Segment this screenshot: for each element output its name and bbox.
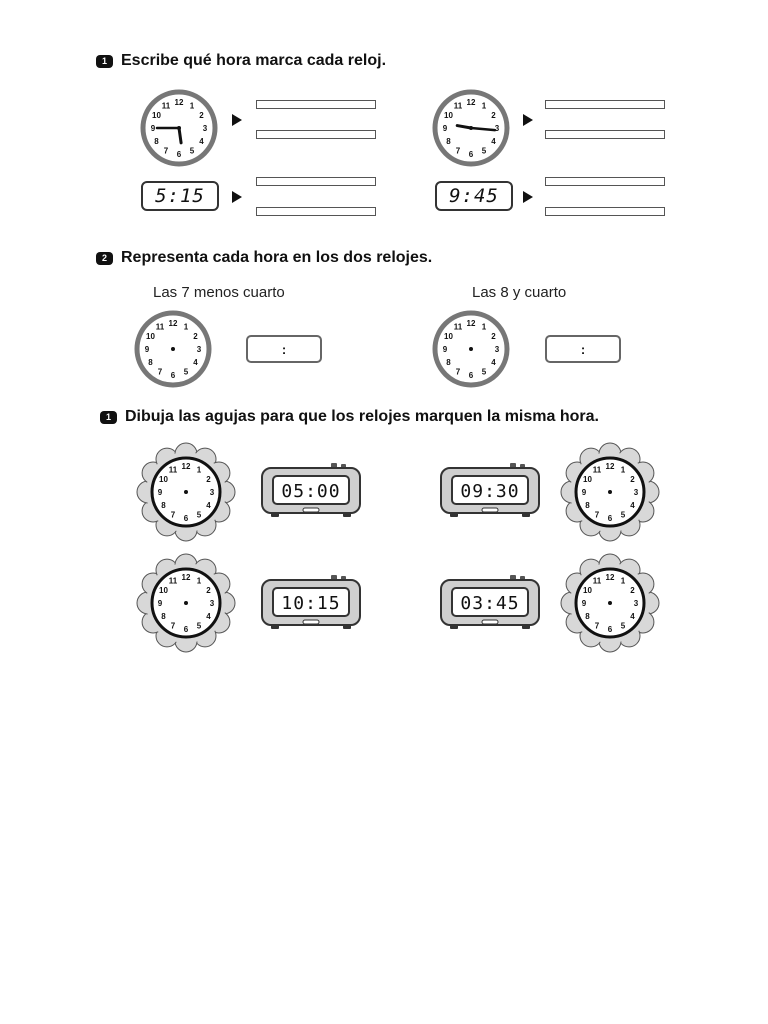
clock-number: 3 bbox=[494, 123, 500, 133]
clock-number: 7 bbox=[163, 146, 169, 156]
clock-number: 1 bbox=[620, 576, 626, 586]
alarm-time-text: 09:30 bbox=[460, 481, 520, 502]
alarm-button bbox=[303, 508, 319, 512]
alarm-button bbox=[303, 620, 319, 624]
exercise-3-instruction: Dibuja las agujas para que los relojes marquen la misma hora. bbox=[125, 408, 599, 425]
flower-clock[interactable] bbox=[136, 443, 236, 543]
alarm-button bbox=[482, 620, 498, 624]
clock-number: 10 bbox=[152, 110, 161, 120]
clock-hand bbox=[179, 128, 181, 143]
clock-number: 2 bbox=[206, 585, 211, 595]
exercise-1-instruction: Escribe qué hora marca cada reloj. bbox=[121, 52, 387, 69]
clock-center bbox=[184, 490, 188, 494]
digital-display: 5:15 bbox=[141, 181, 219, 211]
clock-number: 2 bbox=[491, 331, 496, 341]
blank-digital-field[interactable] bbox=[246, 335, 322, 363]
alarm-foot bbox=[522, 513, 530, 517]
alarm-foot bbox=[343, 625, 351, 629]
clock-number: 12 bbox=[605, 461, 615, 471]
clock-number: 11 bbox=[592, 465, 602, 475]
exercise-2-instruction: Representa cada hora en los dos relojes. bbox=[121, 249, 433, 266]
clock-number: 5 bbox=[183, 367, 189, 377]
answer-field[interactable] bbox=[545, 130, 665, 139]
clock-number: 6 bbox=[183, 624, 189, 634]
clock-number: 3 bbox=[633, 598, 639, 608]
flower-clock[interactable] bbox=[560, 443, 660, 543]
clock-number: 5 bbox=[189, 146, 195, 156]
clock-number: 5 bbox=[196, 621, 202, 631]
alarm-button bbox=[482, 508, 498, 512]
alarm-time-text: 10:15 bbox=[281, 593, 341, 614]
clock-number: 6 bbox=[183, 513, 189, 523]
clock-number: 7 bbox=[455, 146, 461, 156]
clock-number: 11 bbox=[161, 101, 171, 111]
clock-number: 4 bbox=[491, 357, 496, 367]
answer-field[interactable] bbox=[256, 207, 376, 216]
clock-number: 12 bbox=[174, 97, 184, 107]
clock-number: 10 bbox=[444, 331, 453, 341]
alarm-foot bbox=[271, 513, 279, 517]
alarm-time-text: 05:00 bbox=[281, 481, 341, 502]
clock-number: 8 bbox=[161, 611, 166, 621]
clock-number: 2 bbox=[199, 110, 204, 120]
clock-number: 11 bbox=[453, 101, 463, 111]
analog-clock-8-45 bbox=[140, 89, 218, 167]
clock-number: 1 bbox=[196, 576, 202, 586]
clock-center bbox=[608, 601, 612, 605]
clock-number: 10 bbox=[583, 585, 592, 595]
digital-alarm-clock bbox=[440, 575, 540, 631]
clock-number: 12 bbox=[181, 461, 191, 471]
clock-number: 7 bbox=[170, 510, 176, 520]
clock-number: 5 bbox=[481, 367, 487, 377]
alarm-foot bbox=[343, 513, 351, 517]
clock-number: 12 bbox=[168, 318, 178, 328]
clock-number: 1 bbox=[481, 322, 487, 332]
clock-number: 3 bbox=[202, 123, 208, 133]
clock-number: 8 bbox=[148, 357, 153, 367]
digital-display: 9:45 bbox=[435, 181, 513, 211]
flower-clock[interactable] bbox=[136, 554, 236, 654]
clock-number: 12 bbox=[466, 97, 476, 107]
clock-center bbox=[184, 601, 188, 605]
clock-number: 8 bbox=[446, 136, 451, 146]
clock-number: 10 bbox=[159, 474, 168, 484]
hour-label-right: Las 8 y cuarto bbox=[472, 284, 567, 301]
clock-number: 11 bbox=[155, 322, 165, 332]
clock-number: 6 bbox=[607, 624, 613, 634]
clock-number: 1 bbox=[196, 465, 202, 475]
clock-number: 9 bbox=[144, 344, 150, 354]
blank-analog-clock[interactable] bbox=[432, 310, 510, 388]
clock-number: 3 bbox=[494, 344, 500, 354]
clock-center bbox=[469, 347, 473, 351]
clock-number: 7 bbox=[170, 621, 176, 631]
alarm-time-text: 03:45 bbox=[460, 593, 520, 614]
digital-alarm-clock bbox=[261, 463, 361, 519]
clock-number: 6 bbox=[170, 370, 176, 380]
clock-number: 11 bbox=[168, 465, 178, 475]
blank-analog-clock[interactable] bbox=[134, 310, 212, 388]
clock-number: 8 bbox=[585, 500, 590, 510]
digital-alarm-clock bbox=[261, 575, 361, 631]
clock-number: 3 bbox=[209, 487, 215, 497]
clock-number: 8 bbox=[446, 357, 451, 367]
clock-number: 8 bbox=[585, 611, 590, 621]
clock-number: 5 bbox=[481, 146, 487, 156]
clock-number: 9 bbox=[581, 598, 587, 608]
clock-number: 11 bbox=[592, 576, 602, 586]
clock-number: 12 bbox=[605, 572, 615, 582]
clock-number: 9 bbox=[581, 487, 587, 497]
clock-number: 2 bbox=[630, 474, 635, 484]
clock-number: 6 bbox=[468, 370, 474, 380]
digital-alarm-clock bbox=[440, 463, 540, 519]
colon-separator: : bbox=[580, 341, 586, 357]
answer-field[interactable] bbox=[256, 100, 376, 109]
alarm-foot bbox=[522, 625, 530, 629]
clock-number: 10 bbox=[146, 331, 155, 341]
clock-number: 12 bbox=[466, 318, 476, 328]
arrow-icon bbox=[523, 114, 533, 126]
clock-number: 9 bbox=[157, 487, 163, 497]
answer-field[interactable] bbox=[545, 177, 665, 186]
clock-number: 7 bbox=[594, 621, 600, 631]
clock-number: 4 bbox=[630, 611, 635, 621]
clock-number: 7 bbox=[594, 510, 600, 520]
exercise-number-badge: 1 bbox=[96, 55, 113, 68]
clock-number: 4 bbox=[206, 500, 211, 510]
clock-number: 4 bbox=[199, 136, 204, 146]
clock-number: 4 bbox=[491, 136, 496, 146]
clock-number: 3 bbox=[196, 344, 202, 354]
clock-number: 4 bbox=[193, 357, 198, 367]
clock-number: 9 bbox=[157, 598, 163, 608]
clock-number: 2 bbox=[491, 110, 496, 120]
clock-number: 8 bbox=[154, 136, 159, 146]
exercise-1-title bbox=[96, 52, 386, 70]
alarm-foot bbox=[271, 625, 279, 629]
answer-field[interactable] bbox=[256, 177, 376, 186]
clock-number: 8 bbox=[161, 500, 166, 510]
clock-number: 10 bbox=[444, 110, 453, 120]
answer-field[interactable] bbox=[256, 130, 376, 139]
clock-number: 5 bbox=[620, 510, 626, 520]
clock-number: 11 bbox=[453, 322, 463, 332]
clock-number: 4 bbox=[206, 611, 211, 621]
clock-number: 1 bbox=[620, 465, 626, 475]
answer-field[interactable] bbox=[545, 207, 665, 216]
alarm-foot bbox=[450, 513, 458, 517]
clock-number: 7 bbox=[455, 367, 461, 377]
clock-number: 9 bbox=[442, 123, 448, 133]
exercise-2-title bbox=[96, 249, 432, 267]
clock-number: 3 bbox=[209, 598, 215, 608]
arrow-icon bbox=[232, 191, 242, 203]
clock-number: 2 bbox=[630, 585, 635, 595]
arrow-icon bbox=[523, 191, 533, 203]
clock-number: 1 bbox=[189, 101, 195, 111]
clock-number: 10 bbox=[583, 474, 592, 484]
clock-number: 4 bbox=[630, 500, 635, 510]
analog-clock-3-50 bbox=[432, 89, 510, 167]
clock-number: 2 bbox=[206, 474, 211, 484]
clock-number: 9 bbox=[150, 123, 156, 133]
hour-label-left: Las 7 menos cuarto bbox=[153, 284, 285, 301]
clock-number: 7 bbox=[157, 367, 163, 377]
clock-number: 6 bbox=[607, 513, 613, 523]
clock-number: 3 bbox=[633, 487, 639, 497]
clock-number: 1 bbox=[481, 101, 487, 111]
clock-number: 10 bbox=[159, 585, 168, 595]
clock-number: 6 bbox=[468, 149, 474, 159]
exercise-number-badge: 2 bbox=[96, 252, 113, 265]
answer-field[interactable] bbox=[545, 100, 665, 109]
blank-digital-field[interactable] bbox=[545, 335, 621, 363]
clock-number: 9 bbox=[442, 344, 448, 354]
arrow-icon bbox=[232, 114, 242, 126]
flower-clock[interactable] bbox=[560, 554, 660, 654]
clock-center bbox=[171, 347, 175, 351]
exercise-number-badge: 1 bbox=[100, 411, 117, 424]
clock-number: 11 bbox=[168, 576, 178, 586]
clock-number: 2 bbox=[193, 331, 198, 341]
clock-number: 5 bbox=[620, 621, 626, 631]
clock-number: 6 bbox=[176, 149, 182, 159]
alarm-foot bbox=[450, 625, 458, 629]
clock-number: 5 bbox=[196, 510, 202, 520]
clock-center bbox=[608, 490, 612, 494]
exercise-3-title bbox=[100, 408, 599, 426]
clock-number: 1 bbox=[183, 322, 189, 332]
colon-separator: : bbox=[281, 341, 287, 357]
clock-number: 12 bbox=[181, 572, 191, 582]
